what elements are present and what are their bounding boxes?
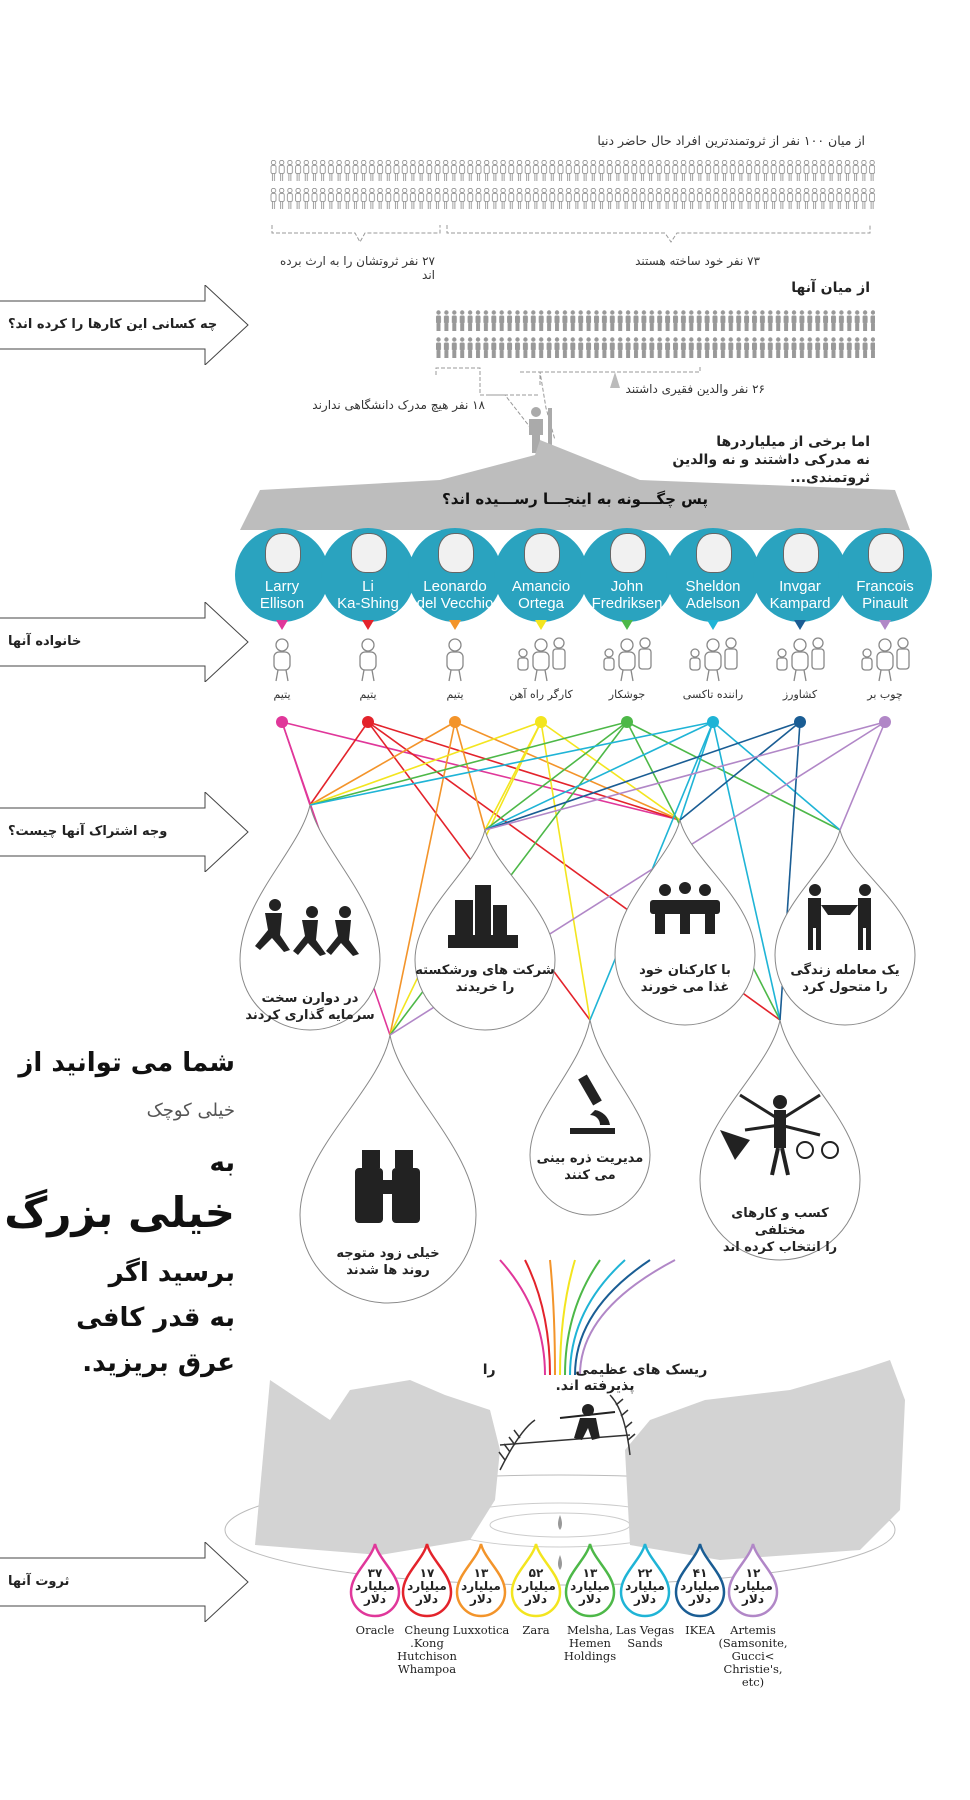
arrow-wealth-label: ثروت آنها: [8, 1574, 70, 1589]
wealth-amount-value: ۵۲: [528, 1566, 544, 1580]
trait-tough-times-line-1: در دوارن سخت: [261, 991, 359, 1006]
slogan-line-1: شما می توانید از: [18, 1048, 235, 1078]
wealth-amount: [352, 1567, 398, 1606]
trait-bankrupt-line-2: را خریدند: [455, 980, 515, 995]
family-label: یتیم: [359, 688, 377, 701]
family-label: یتیم: [446, 688, 464, 701]
wealth-unit-1: میلیارد: [461, 1579, 501, 1593]
trait-eat-staff-line-1: با کارکنان خود: [639, 963, 731, 978]
wealth-amount-value: ۱۷: [419, 1566, 435, 1580]
wealth-amount-value: ۲۲: [637, 1566, 653, 1580]
wealth-amount-value: ۱۲: [745, 1566, 761, 1580]
company-name: Artemis (Samsonite, Gucci< Christie's, etc): [718, 1623, 788, 1689]
billionaire-first-name: Invgar: [779, 578, 821, 595]
wealth-amount-value: ۱۳: [473, 1566, 489, 1580]
wealth-unit-1: میلیارد: [625, 1579, 665, 1593]
company-name: Zara: [522, 1623, 550, 1637]
family-label: کشاورز: [782, 688, 818, 701]
trait-deal-line-1: یک معامله زندگی: [790, 963, 900, 978]
billionaire-last-name: Ortega: [518, 595, 564, 612]
billionaire-last-name: Ka-Shing: [337, 595, 399, 612]
risk-text-part-1: ریسک های عظیمی: [575, 1362, 708, 1378]
billionaire-last-name: del Vecchio: [416, 595, 494, 612]
company-name: Las Vegas Sands: [615, 1623, 675, 1650]
billionaire-last-name: Pinault: [862, 595, 908, 612]
slogan-line-7: عرق بریزید.: [82, 1348, 235, 1378]
company-name: Cheung .Kong Hutchison Whampoa: [397, 1623, 457, 1676]
trait-various-line-2: را انتخاب کرده اند: [722, 1240, 838, 1255]
trait-micro-line-2: می کنند: [564, 1168, 616, 1183]
trait-micro-line-1: مدیریت ذره بینی: [536, 1151, 644, 1166]
billionaire-first-name: John: [610, 578, 644, 595]
billionaire-last-name: Kampard: [769, 595, 831, 612]
company-name: Oracle: [355, 1623, 395, 1637]
trait-eat-staff-line-2: غذا می خورند: [640, 980, 730, 995]
wealth-amount: [404, 1567, 450, 1606]
trait-tough-times-line-2: سرمایه گذاری کردند: [245, 1008, 375, 1023]
billionaire-first-name: Li: [362, 578, 374, 595]
how-question: پس چگـــونه به اینجـــا رســـیده اند؟: [442, 490, 708, 508]
but-some-line-2: نه مدرکی داشتند و نه والدین ثروتمندی...: [672, 452, 870, 486]
family-label: یتیم: [273, 688, 291, 701]
family-label: جوشکار: [608, 688, 646, 701]
but-some-line-1: اما برخی از میلیاردرها: [716, 434, 870, 450]
wealth-amount-value: ۴۱: [692, 1566, 708, 1580]
wealth-unit-1: میلیارد: [407, 1579, 447, 1593]
wealth-unit-2: دلار: [578, 1592, 601, 1606]
no-degree-text: ۱۸ نفر هیچ مدرک دانشگاهی ندارند: [312, 398, 485, 412]
billionaire-first-name: Leonardo: [423, 578, 487, 595]
family-label: راننده تاکسی: [682, 688, 744, 701]
wealth-unit-2: دلار: [363, 1592, 386, 1606]
wealth-unit-2: دلار: [524, 1592, 547, 1606]
arrow-family-label: خانواده آنها: [8, 634, 82, 649]
wealth-unit-1: میلیارد: [733, 1579, 773, 1593]
slogan-line-3: به: [209, 1148, 235, 1178]
wealth-amount: [513, 1567, 559, 1606]
billionaire-last-name: Adelson: [685, 595, 741, 612]
tightrope-walker-icon: [560, 1404, 615, 1440]
family-label: کارگر راه آهن: [509, 688, 573, 701]
company-name: IKEA: [685, 1623, 715, 1637]
family-label: چوب بر: [867, 688, 903, 701]
slogan-line-5: برسید اگر: [108, 1258, 235, 1288]
wealth-unit-2: دلار: [741, 1592, 764, 1606]
wealth-amount: [622, 1567, 668, 1606]
trait-bankrupt-line-1: شرکت های ورشکسته: [415, 963, 555, 978]
palm-leaf-left-icon: [499, 1420, 535, 1470]
wealth-unit-1: میلیارد: [516, 1579, 556, 1593]
trait-trends-line-2: روند ها شدند: [346, 1263, 430, 1278]
wealth-unit-1: میلیارد: [355, 1579, 395, 1593]
wealth-amount-value: ۱۳: [582, 1566, 598, 1580]
trait-trends-line-1: خیلی زود متوجه: [336, 1246, 440, 1261]
arrow-common-label: وجه اشتراک آنها چیست؟: [8, 824, 168, 839]
slogan-line-6: به قدر کافی: [76, 1303, 235, 1333]
poor-parents-text: ۲۶ نفر والدین فقیری داشتند: [625, 382, 765, 396]
arrow-who-label: چه کسانی این کارها را کرده اند؟: [8, 317, 218, 332]
wealth-amount: [567, 1567, 613, 1606]
billionaire-first-name: Sheldon: [685, 578, 741, 595]
risk-text-part-2: را پذیرفته اند.: [482, 1362, 635, 1394]
wealth-unit-2: دلار: [469, 1592, 492, 1606]
among-them-text: از میان آنها: [791, 280, 870, 296]
company-name: Melsha, Hemen Holdings: [563, 1623, 617, 1663]
slogan-line-4: خیلی بزرگ: [4, 1188, 235, 1237]
billionaire-first-name: Francois: [856, 578, 914, 595]
wealth-unit-1: میلیارد: [680, 1579, 720, 1593]
billionaire-first-name: Larry: [264, 578, 300, 595]
wealth-unit-2: دلار: [633, 1592, 656, 1606]
intro-text: از میان ۱۰۰ نفر از ثروتمندترین افراد حال حاضر دنیا: [597, 133, 865, 148]
billionaire-last-name: Ellison: [259, 595, 305, 612]
wealth-unit-2: دلار: [688, 1592, 711, 1606]
wealth-amount: [458, 1567, 504, 1606]
slogan-line-2: خیلی کوچک: [146, 1100, 235, 1121]
wealth-amount-value: ۳۷: [367, 1566, 383, 1580]
company-name: Luxxotica: [452, 1623, 510, 1637]
wealth-amount: [677, 1567, 723, 1606]
wealth-unit-1: میلیارد: [570, 1579, 610, 1593]
billionaire-first-name: Amancio: [511, 578, 571, 595]
trait-various-line-1: کسب و کارهای مختلفی: [731, 1206, 829, 1238]
self-made-text: ۷۳ نفر خود ساخته هستند: [635, 254, 760, 268]
billionaire-last-name: Fredriksen: [591, 595, 663, 612]
wealth-unit-2: دلار: [415, 1592, 438, 1606]
inherited-text: ۲۷ نفر ثروتشان را به ارث برده اند: [280, 254, 435, 282]
trait-deal-line-2: را متحول کرد: [802, 980, 888, 995]
wealth-amount: [730, 1567, 776, 1606]
